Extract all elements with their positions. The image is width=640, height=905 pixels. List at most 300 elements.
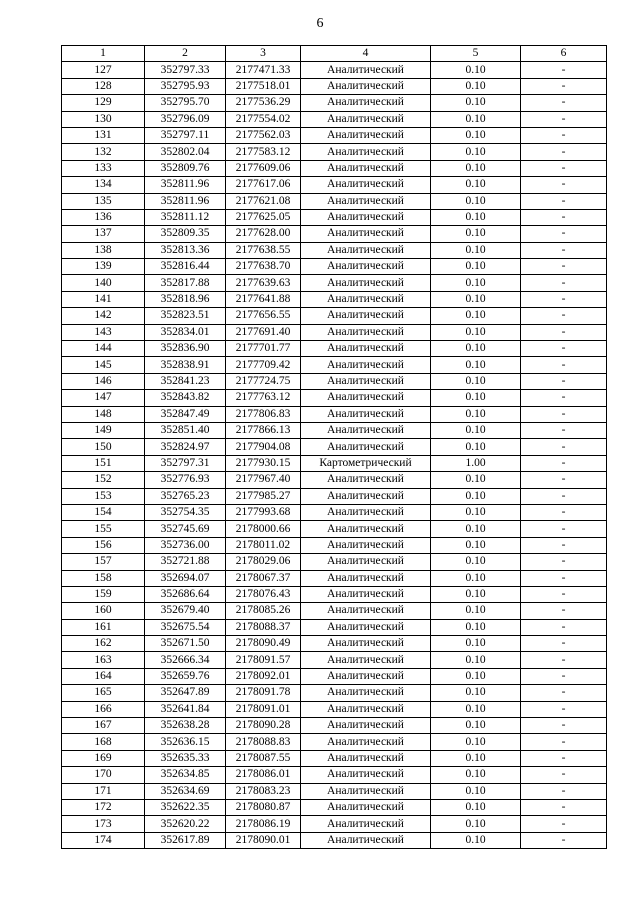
cell-accuracy: 0.10	[431, 750, 521, 766]
cell-y: 2177639.63	[226, 275, 301, 291]
cell-y: 2177985.27	[226, 488, 301, 504]
cell-y: 2177866.13	[226, 422, 301, 438]
cell-accuracy: 0.10	[431, 308, 521, 324]
cell-y: 2178085.26	[226, 603, 301, 619]
cell-method: Аналитический	[301, 324, 431, 340]
cell-description: -	[521, 636, 607, 652]
cell-point-number: 153	[62, 488, 145, 504]
cell-y: 2178090.28	[226, 718, 301, 734]
cell-y: 2178029.06	[226, 554, 301, 570]
cell-y: 2177628.00	[226, 226, 301, 242]
cell-description: -	[521, 439, 607, 455]
cell-x: 352686.64	[145, 586, 226, 602]
table-row	[62, 242, 607, 258]
table-row	[62, 144, 607, 160]
cell-x: 352811.96	[145, 193, 226, 209]
cell-x: 352836.90	[145, 341, 226, 357]
cell-accuracy: 0.10	[431, 324, 521, 340]
cell-y: 2177701.77	[226, 341, 301, 357]
table-row	[62, 586, 607, 602]
cell-x: 352796.09	[145, 111, 226, 127]
cell-point-number: 166	[62, 701, 145, 717]
cell-point-number: 162	[62, 636, 145, 652]
table-row	[62, 455, 607, 471]
cell-point-number: 140	[62, 275, 145, 291]
cell-method: Аналитический	[301, 472, 431, 488]
cell-x: 352847.49	[145, 406, 226, 422]
cell-y: 2178088.37	[226, 619, 301, 635]
table-row	[62, 439, 607, 455]
cell-point-number: 167	[62, 718, 145, 734]
cell-description: -	[521, 242, 607, 258]
cell-y: 2178011.02	[226, 537, 301, 553]
table-row	[62, 95, 607, 111]
cell-point-number: 143	[62, 324, 145, 340]
cell-accuracy: 0.10	[431, 160, 521, 176]
table-row	[62, 259, 607, 275]
cell-y: 2177763.12	[226, 390, 301, 406]
cell-method: Аналитический	[301, 734, 431, 750]
cell-x: 352795.70	[145, 95, 226, 111]
cell-accuracy: 1.00	[431, 455, 521, 471]
table-row	[62, 799, 607, 815]
cell-description: -	[521, 799, 607, 815]
page-number: 6	[316, 16, 324, 31]
cell-y: 2178076.43	[226, 586, 301, 602]
cell-x: 352636.15	[145, 734, 226, 750]
table-row	[62, 209, 607, 225]
cell-method: Аналитический	[301, 554, 431, 570]
table-row	[62, 685, 607, 701]
cell-x: 352824.97	[145, 439, 226, 455]
cell-point-number: 135	[62, 193, 145, 209]
cell-x: 352851.40	[145, 422, 226, 438]
cell-x: 352813.36	[145, 242, 226, 258]
table-row	[62, 488, 607, 504]
cell-accuracy: 0.10	[431, 291, 521, 307]
cell-x: 352622.35	[145, 799, 226, 815]
table-row	[62, 341, 607, 357]
cell-point-number: 144	[62, 341, 145, 357]
cell-point-number: 145	[62, 357, 145, 373]
cell-method: Аналитический	[301, 341, 431, 357]
cell-x: 352816.44	[145, 259, 226, 275]
coordinates-table	[61, 45, 607, 849]
cell-description: -	[521, 455, 607, 471]
cell-description: -	[521, 767, 607, 783]
cell-y: 2177709.42	[226, 357, 301, 373]
cell-description: -	[521, 570, 607, 586]
table-row	[62, 832, 607, 848]
cell-x: 352694.07	[145, 570, 226, 586]
cell-point-number: 157	[62, 554, 145, 570]
cell-method: Аналитический	[301, 357, 431, 373]
cell-accuracy: 0.10	[431, 619, 521, 635]
table-row	[62, 324, 607, 340]
table-row	[62, 406, 607, 422]
cell-point-number: 168	[62, 734, 145, 750]
cell-point-number: 138	[62, 242, 145, 258]
cell-method: Аналитический	[301, 504, 431, 520]
cell-description: -	[521, 521, 607, 537]
cell-description: -	[521, 357, 607, 373]
cell-x: 352721.88	[145, 554, 226, 570]
cell-method: Аналитический	[301, 95, 431, 111]
cell-description: -	[521, 308, 607, 324]
cell-description: -	[521, 422, 607, 438]
cell-x: 352620.22	[145, 816, 226, 832]
cell-x: 352754.35	[145, 504, 226, 520]
column-header-accuracy: 5	[431, 46, 521, 62]
cell-description: -	[521, 783, 607, 799]
cell-y: 2178092.01	[226, 668, 301, 684]
cell-x: 352647.89	[145, 685, 226, 701]
cell-point-number: 172	[62, 799, 145, 815]
cell-accuracy: 0.10	[431, 226, 521, 242]
cell-description: -	[521, 832, 607, 848]
cell-point-number: 164	[62, 668, 145, 684]
cell-description: -	[521, 160, 607, 176]
cell-description: -	[521, 226, 607, 242]
cell-method: Аналитический	[301, 636, 431, 652]
cell-accuracy: 0.10	[431, 275, 521, 291]
table-row	[62, 701, 607, 717]
cell-method: Аналитический	[301, 226, 431, 242]
cell-accuracy: 0.10	[431, 521, 521, 537]
cell-accuracy: 0.10	[431, 341, 521, 357]
cell-accuracy: 0.10	[431, 390, 521, 406]
cell-method: Аналитический	[301, 685, 431, 701]
cell-x: 352823.51	[145, 308, 226, 324]
cell-method: Аналитический	[301, 652, 431, 668]
cell-accuracy: 0.10	[431, 586, 521, 602]
cell-y: 2178086.01	[226, 767, 301, 783]
cell-y: 2178086.19	[226, 816, 301, 832]
cell-point-number: 173	[62, 816, 145, 832]
cell-point-number: 170	[62, 767, 145, 783]
cell-method: Аналитический	[301, 406, 431, 422]
cell-method: Аналитический	[301, 242, 431, 258]
cell-x: 352745.69	[145, 521, 226, 537]
cell-y: 2177967.40	[226, 472, 301, 488]
cell-point-number: 152	[62, 472, 145, 488]
cell-x: 352617.89	[145, 832, 226, 848]
cell-accuracy: 0.10	[431, 767, 521, 783]
table-row	[62, 619, 607, 635]
cell-point-number: 133	[62, 160, 145, 176]
cell-y: 2177930.15	[226, 455, 301, 471]
cell-y: 2177536.29	[226, 95, 301, 111]
cell-accuracy: 0.10	[431, 177, 521, 193]
cell-method: Аналитический	[301, 160, 431, 176]
table-row	[62, 127, 607, 143]
cell-method: Аналитический	[301, 816, 431, 832]
table-row	[62, 275, 607, 291]
cell-y: 2177638.55	[226, 242, 301, 258]
cell-description: -	[521, 78, 607, 94]
cell-x: 352834.01	[145, 324, 226, 340]
cell-x: 352736.00	[145, 537, 226, 553]
cell-point-number: 147	[62, 390, 145, 406]
cell-y: 2178090.49	[226, 636, 301, 652]
cell-accuracy: 0.10	[431, 701, 521, 717]
table-row	[62, 537, 607, 553]
cell-accuracy: 0.10	[431, 488, 521, 504]
table-row	[62, 570, 607, 586]
cell-description: -	[521, 341, 607, 357]
cell-accuracy: 0.10	[431, 127, 521, 143]
cell-x: 352843.82	[145, 390, 226, 406]
cell-point-number: 128	[62, 78, 145, 94]
cell-description: -	[521, 652, 607, 668]
cell-point-number: 150	[62, 439, 145, 455]
cell-accuracy: 0.10	[431, 242, 521, 258]
cell-point-number: 165	[62, 685, 145, 701]
cell-accuracy: 0.10	[431, 652, 521, 668]
cell-y: 2177471.33	[226, 62, 301, 78]
cell-x: 352811.96	[145, 177, 226, 193]
table-row	[62, 111, 607, 127]
cell-method: Аналитический	[301, 209, 431, 225]
table-row	[62, 750, 607, 766]
cell-accuracy: 0.10	[431, 62, 521, 78]
cell-y: 2177625.05	[226, 209, 301, 225]
cell-description: -	[521, 275, 607, 291]
cell-point-number: 127	[62, 62, 145, 78]
cell-description: -	[521, 177, 607, 193]
cell-y: 2178083.23	[226, 783, 301, 799]
cell-y: 2177621.08	[226, 193, 301, 209]
table-row	[62, 422, 607, 438]
cell-y: 2177904.08	[226, 439, 301, 455]
cell-description: -	[521, 259, 607, 275]
table-row	[62, 816, 607, 832]
cell-y: 2178087.55	[226, 750, 301, 766]
cell-description: -	[521, 193, 607, 209]
cell-y: 2178091.78	[226, 685, 301, 701]
cell-accuracy: 0.10	[431, 111, 521, 127]
cell-x: 352666.34	[145, 652, 226, 668]
cell-y: 2178091.57	[226, 652, 301, 668]
cell-y: 2178088.83	[226, 734, 301, 750]
cell-method: Аналитический	[301, 308, 431, 324]
cell-point-number: 148	[62, 406, 145, 422]
cell-point-number: 159	[62, 586, 145, 602]
cell-x: 352675.54	[145, 619, 226, 635]
cell-accuracy: 0.10	[431, 373, 521, 389]
table-row	[62, 291, 607, 307]
cell-accuracy: 0.10	[431, 832, 521, 848]
cell-y: 2177554.02	[226, 111, 301, 127]
cell-x: 352797.31	[145, 455, 226, 471]
cell-accuracy: 0.10	[431, 799, 521, 815]
cell-y: 2177806.83	[226, 406, 301, 422]
cell-method: Аналитический	[301, 193, 431, 209]
table-row	[62, 390, 607, 406]
cell-method: Аналитический	[301, 177, 431, 193]
cell-description: -	[521, 586, 607, 602]
cell-accuracy: 0.10	[431, 734, 521, 750]
cell-description: -	[521, 291, 607, 307]
table-row	[62, 504, 607, 520]
cell-description: -	[521, 537, 607, 553]
cell-point-number: 149	[62, 422, 145, 438]
cell-description: -	[521, 701, 607, 717]
cell-description: -	[521, 668, 607, 684]
cell-description: -	[521, 472, 607, 488]
cell-description: -	[521, 373, 607, 389]
cell-point-number: 129	[62, 95, 145, 111]
cell-accuracy: 0.10	[431, 95, 521, 111]
table-row	[62, 78, 607, 94]
cell-description: -	[521, 324, 607, 340]
cell-description: -	[521, 95, 607, 111]
cell-x: 352679.40	[145, 603, 226, 619]
column-header-point-number: 1	[62, 46, 145, 62]
cell-accuracy: 0.10	[431, 718, 521, 734]
cell-description: -	[521, 554, 607, 570]
cell-x: 352641.84	[145, 701, 226, 717]
cell-method: Аналитический	[301, 390, 431, 406]
cell-point-number: 134	[62, 177, 145, 193]
cell-method: Аналитический	[301, 767, 431, 783]
cell-method: Аналитический	[301, 586, 431, 602]
cell-y: 2177609.06	[226, 160, 301, 176]
cell-description: -	[521, 406, 607, 422]
cell-method: Картометрический	[301, 455, 431, 471]
cell-accuracy: 0.10	[431, 504, 521, 520]
cell-description: -	[521, 390, 607, 406]
cell-description: -	[521, 734, 607, 750]
table-row	[62, 472, 607, 488]
cell-accuracy: 0.10	[431, 472, 521, 488]
cell-x: 352634.85	[145, 767, 226, 783]
cell-x: 352809.76	[145, 160, 226, 176]
cell-x: 352638.28	[145, 718, 226, 734]
table-row	[62, 783, 607, 799]
cell-method: Аналитический	[301, 439, 431, 455]
cell-x: 352818.96	[145, 291, 226, 307]
cell-x: 352802.04	[145, 144, 226, 160]
cell-accuracy: 0.10	[431, 78, 521, 94]
cell-point-number: 161	[62, 619, 145, 635]
table-body	[62, 62, 607, 849]
cell-description: -	[521, 816, 607, 832]
cell-method: Аналитический	[301, 488, 431, 504]
cell-y: 2177518.01	[226, 78, 301, 94]
cell-method: Аналитический	[301, 111, 431, 127]
cell-point-number: 139	[62, 259, 145, 275]
cell-method: Аналитический	[301, 373, 431, 389]
table-row	[62, 521, 607, 537]
table-row	[62, 177, 607, 193]
cell-method: Аналитический	[301, 701, 431, 717]
cell-point-number: 137	[62, 226, 145, 242]
cell-method: Аналитический	[301, 422, 431, 438]
cell-point-number: 141	[62, 291, 145, 307]
cell-point-number: 155	[62, 521, 145, 537]
cell-y: 2178091.01	[226, 701, 301, 717]
cell-accuracy: 0.10	[431, 357, 521, 373]
cell-description: -	[521, 603, 607, 619]
cell-method: Аналитический	[301, 619, 431, 635]
cell-method: Аналитический	[301, 832, 431, 848]
cell-accuracy: 0.10	[431, 685, 521, 701]
cell-method: Аналитический	[301, 259, 431, 275]
cell-accuracy: 0.10	[431, 537, 521, 553]
cell-point-number: 131	[62, 127, 145, 143]
cell-description: -	[521, 62, 607, 78]
cell-x: 352838.91	[145, 357, 226, 373]
cell-method: Аналитический	[301, 750, 431, 766]
cell-accuracy: 0.10	[431, 554, 521, 570]
cell-accuracy: 0.10	[431, 636, 521, 652]
cell-description: -	[521, 209, 607, 225]
cell-method: Аналитический	[301, 718, 431, 734]
table-row	[62, 226, 607, 242]
cell-accuracy: 0.10	[431, 144, 521, 160]
cell-description: -	[521, 111, 607, 127]
cell-y: 2177617.06	[226, 177, 301, 193]
table-row	[62, 767, 607, 783]
column-header-method: 4	[301, 46, 431, 62]
cell-point-number: 151	[62, 455, 145, 471]
cell-x: 352776.93	[145, 472, 226, 488]
cell-point-number: 156	[62, 537, 145, 553]
cell-y: 2178000.66	[226, 521, 301, 537]
cell-method: Аналитический	[301, 275, 431, 291]
cell-method: Аналитический	[301, 668, 431, 684]
cell-method: Аналитический	[301, 62, 431, 78]
table-row	[62, 636, 607, 652]
cell-description: -	[521, 619, 607, 635]
table-row	[62, 160, 607, 176]
cell-x: 352841.23	[145, 373, 226, 389]
table-row	[62, 652, 607, 668]
cell-description: -	[521, 127, 607, 143]
cell-point-number: 146	[62, 373, 145, 389]
cell-point-number: 130	[62, 111, 145, 127]
cell-point-number: 158	[62, 570, 145, 586]
cell-method: Аналитический	[301, 537, 431, 553]
cell-y: 2177691.40	[226, 324, 301, 340]
cell-description: -	[521, 685, 607, 701]
cell-x: 352765.23	[145, 488, 226, 504]
cell-point-number: 171	[62, 783, 145, 799]
cell-accuracy: 0.10	[431, 193, 521, 209]
cell-point-number: 160	[62, 603, 145, 619]
cell-description: -	[521, 144, 607, 160]
cell-method: Аналитический	[301, 799, 431, 815]
cell-method: Аналитический	[301, 144, 431, 160]
cell-accuracy: 0.10	[431, 422, 521, 438]
cell-method: Аналитический	[301, 783, 431, 799]
cell-accuracy: 0.10	[431, 816, 521, 832]
cell-point-number: 136	[62, 209, 145, 225]
cell-point-number: 142	[62, 308, 145, 324]
cell-x: 352635.33	[145, 750, 226, 766]
cell-method: Аналитический	[301, 127, 431, 143]
cell-y: 2177656.55	[226, 308, 301, 324]
cell-method: Аналитический	[301, 78, 431, 94]
column-header-x: 2	[145, 46, 226, 62]
cell-method: Аналитический	[301, 603, 431, 619]
cell-y: 2177993.68	[226, 504, 301, 520]
cell-y: 2177583.12	[226, 144, 301, 160]
table-row	[62, 718, 607, 734]
cell-point-number: 163	[62, 652, 145, 668]
cell-x: 352809.35	[145, 226, 226, 242]
